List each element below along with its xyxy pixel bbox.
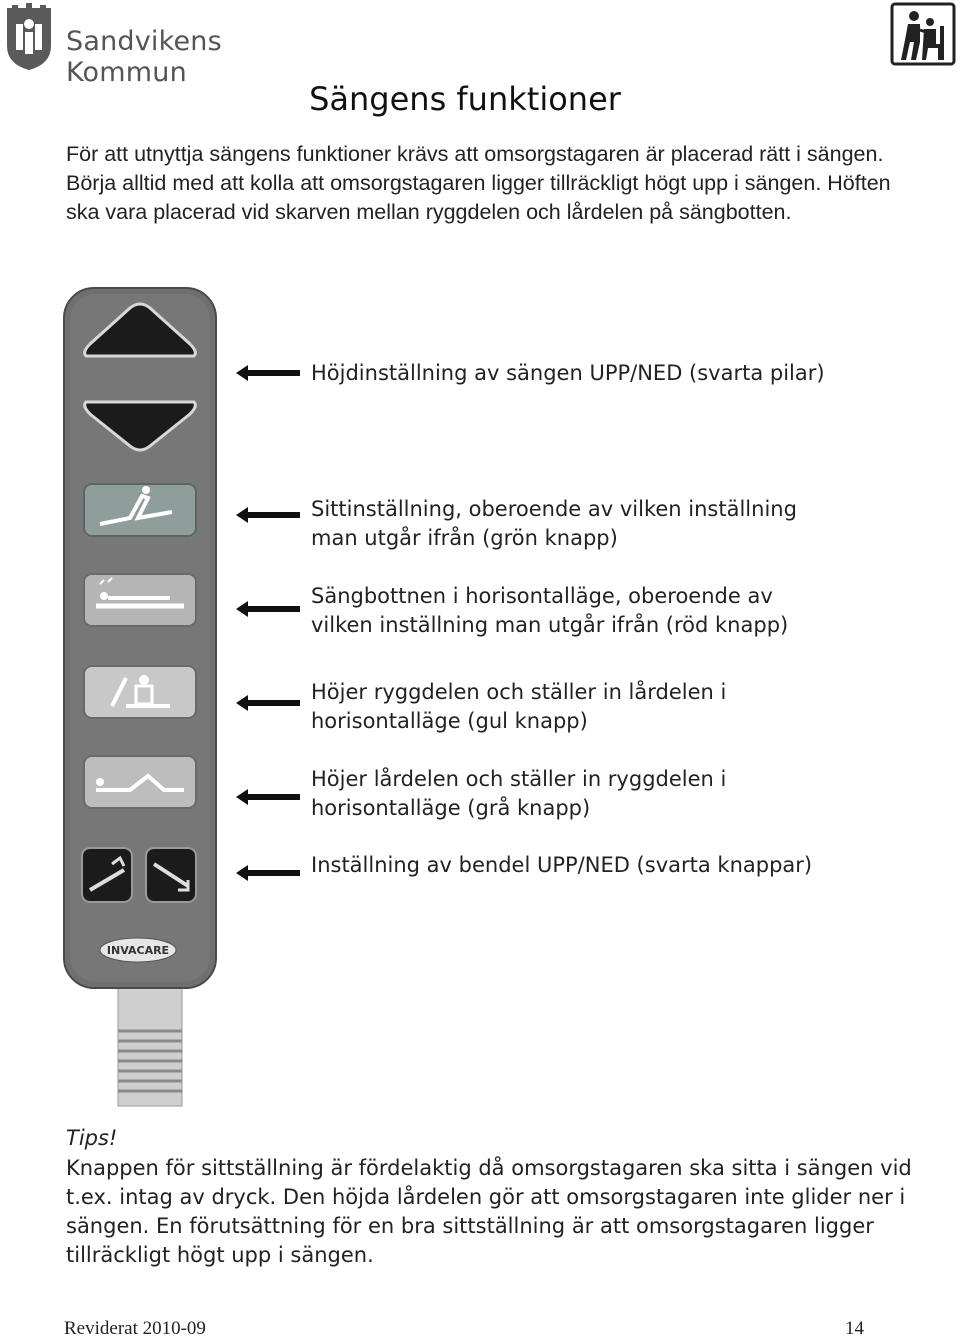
pointer-arrow-icon bbox=[236, 600, 300, 618]
pointer-arrow-icon bbox=[236, 788, 300, 806]
organization-name: Sandvikens Kommun bbox=[66, 26, 222, 88]
callout-height: Höjdinställning av sängen UPP/NED (svarta pilar) bbox=[311, 361, 825, 385]
callout-leg-section: Inställning av bendel UPP/NED (svarta knappar) bbox=[311, 853, 813, 877]
pointer-arrow-icon bbox=[236, 694, 300, 712]
page-title: Sängens funktioner bbox=[309, 80, 621, 118]
flat-position-button[interactable] bbox=[84, 574, 196, 626]
intro-paragraph: För att utnyttja sängens funktioner krävs att omsorgstagaren är placerad rätt i sängen. Börja alltid med att kolla att omsorgstagaren ligger tillräckligt högt upp i sängen. Höften ska vara placerad vid skarven mellan ryggdelen och lårdelen på sängbotten. bbox=[66, 142, 891, 224]
bed-remote-control bbox=[60, 286, 240, 1116]
pointer-arrow-icon bbox=[236, 864, 300, 882]
brand-logo bbox=[100, 938, 176, 962]
leg-section-up-button[interactable] bbox=[82, 848, 132, 902]
tips-heading: Tips! bbox=[66, 1126, 118, 1150]
page-number: 14 bbox=[845, 1318, 864, 1339]
revision-date: Reviderat 2010-09 bbox=[64, 1318, 206, 1339]
callout-flat: Sängbottnen i horisontalläge, oberoende av vilken inställning man utgår ifrån (röd knapp) bbox=[311, 584, 789, 637]
svg-text:INVACARE: INVACARE bbox=[106, 944, 170, 957]
callout-back-raise: Höjer ryggdelen och ställer in lårdelen i horisontalläge (gul knapp) bbox=[311, 680, 727, 733]
callout-sitting: Sittinställning, oberoende av vilken inställning man utgår ifrån (grön knapp) bbox=[311, 497, 797, 550]
pointer-arrow-icon bbox=[236, 364, 300, 382]
thigh-raise-button[interactable] bbox=[84, 756, 196, 808]
pointer-arrow-icon bbox=[236, 506, 300, 524]
callout-thigh-raise: Höjer lårdelen och ställer in ryggdelen i horisontalläge (grå knapp) bbox=[311, 767, 727, 820]
leg-section-down-button[interactable] bbox=[146, 848, 196, 902]
municipality-logo bbox=[4, 2, 304, 88]
back-raise-button[interactable] bbox=[84, 666, 196, 718]
coat-of-arms-icon bbox=[4, 2, 54, 72]
sitting-position-button[interactable] bbox=[84, 484, 196, 536]
caregiver-assist-icon bbox=[890, 2, 956, 66]
tips-paragraph: Knappen för sittställning är fördelaktig då omsorgstagaren ska sitta i sängen vid t.ex. intag av dryck. Den höjda lårdelen gör att omsorgstagaren inte glider ner i sängen. En förutsättning för en bra sittställning är att omsorgstagaren ligger tillräckligt högt upp i sängen. bbox=[66, 1156, 912, 1267]
